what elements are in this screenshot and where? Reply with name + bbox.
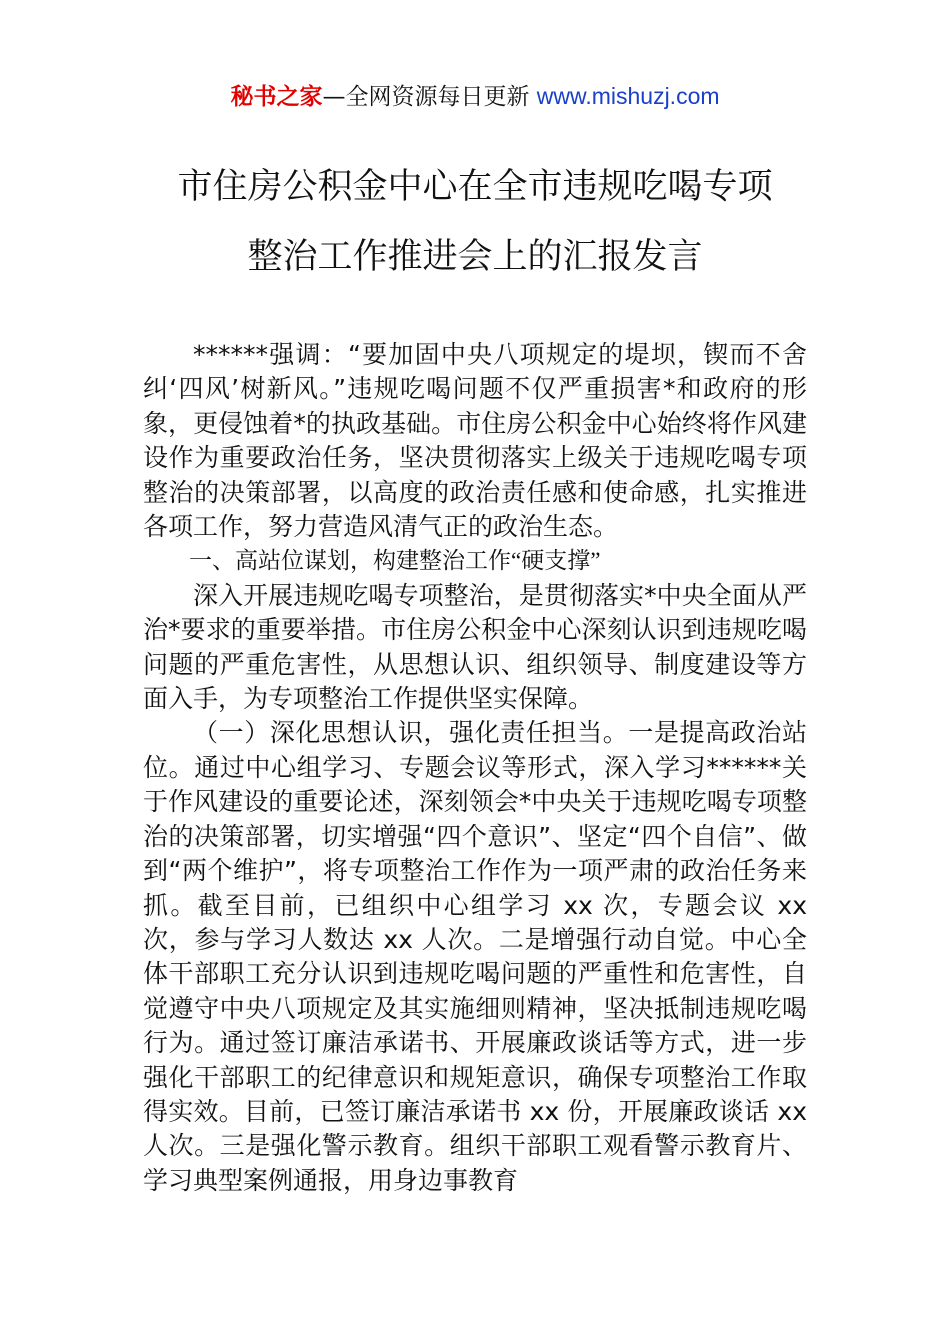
site-url[interactable]: www.mishuzj.com <box>536 83 720 109</box>
document-title <box>0 152 950 292</box>
intro-paragraph: ******强调：“要加固中央八项规定的堤坝，锲而不舍纠‘四风’树新风。”违规吃喝问题不仅严重损害*和政府的形象，更侵蚀着*的执政基础。市住房公积金中心始终将作风建设作为重要政治任务，坚决贯彻落实上级关于违规吃喝专项整治的决策部署，以高度的政治责任感和使命感，扎实推进各项工作，努力营造风清气正的政治生态。 <box>143 340 807 542</box>
section-heading: 一、高站位谋划，构建整治工作“硬支撑” <box>189 548 601 574</box>
title-line-1: 市住房公积金中心在全市违规吃喝专项 <box>177 167 773 207</box>
section-paragraph: 深入开展违规吃喝专项整治，是贯彻落实*中央全面从严治*要求的重要举措。市住房公积金中心深刻认识到违规吃喝问题的严重危害性，从思想认识、组织领导、制度建设等方面入手，为专项整治工作提供坚实保障。 <box>143 580 807 714</box>
subsection-paragraph: （一）深化思想认识，强化责任担当。一是提高政治站位。通过中心组学习、专题会议等形式，深入学习******关于作风建设的重要论述，深刻领会*中央关于违规吃喝专项整治的决策部署，切实增强“四个意识”、坚定“四个自信”、做到“两个维护”，将专项整治工作作为一项严肃的政治任务来抓。截至目前，已组织中心组学习 xx 次，专题会议 xx 次，参与学习人数达 xx 人次。二是增强行动自觉。中心全体干部职工充分认识到违规吃喝问题的严重性和危害性，自觉遵守中央八项规定及其实施细则精神，坚决抵制违规吃喝行为。通过签订廉洁承诺书、开展廉政谈话等方式，进一步强化干部职工的纪律意识和规矩意识，确保专项整治工作取得实效。目前，已签订廉洁承诺书 xx 份，开展廉政谈话 xx 人次。三是强化警示教育。组织干部职工观看警示教育片、学习典型案例通报，用身边事教育 <box>143 718 807 1195</box>
brand-name: 秘书之家 <box>230 84 323 110</box>
title-line-2: 整治工作推进会上的汇报发言 <box>247 237 703 277</box>
document-body <box>143 338 807 1198</box>
header-tagline: —全网资源每日更新 <box>322 84 537 110</box>
site-header <box>0 80 950 113</box>
